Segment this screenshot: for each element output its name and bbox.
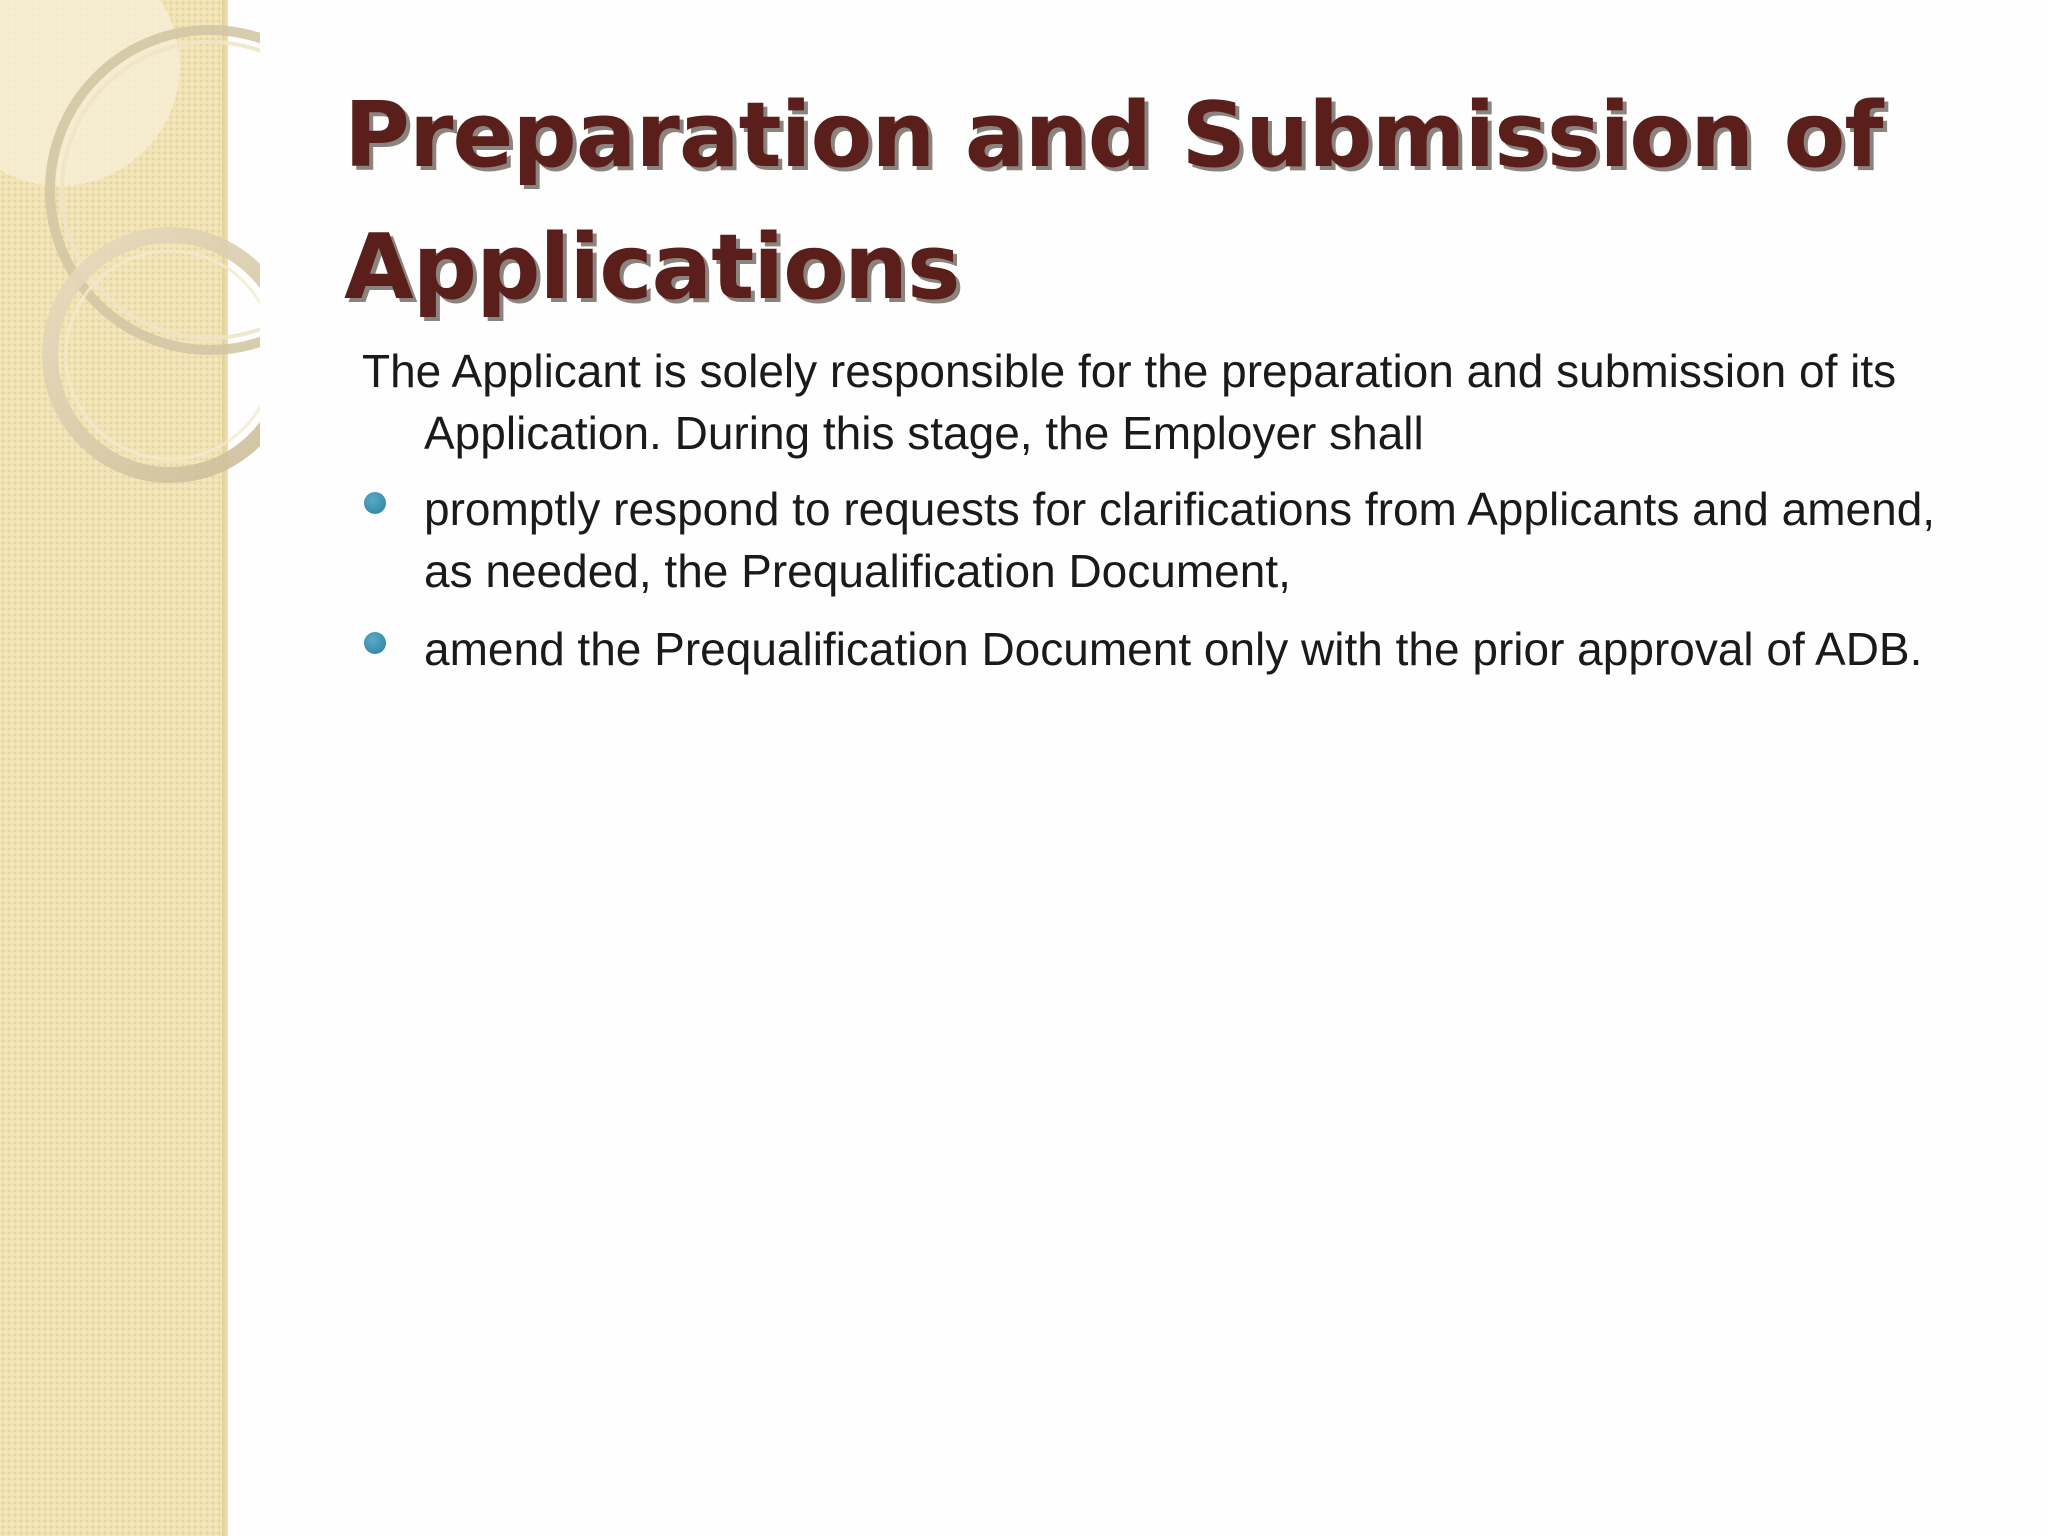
bullet-text: promptly respond to requests for clarifications from Applicants and amend, as needed, the Prequalification Document, [424,483,1936,597]
ring-decoration-icon [0,0,260,520]
bullet-icon [364,492,386,514]
bullet-text: amend the Prequalification Document only with the prior approval of ADB. [424,623,1923,675]
bullet-icon [364,632,386,654]
bullet-item [340,618,1960,680]
intro-paragraph: The Applicant is solely responsible for the preparation and submission of its Application. During this stage, the Employer shall [362,345,1897,459]
bullet-item [340,478,1960,602]
content-area [340,70,1960,696]
bullet-list [340,478,1960,680]
slide-title: Preparation and Submission of Applications [344,83,1883,320]
